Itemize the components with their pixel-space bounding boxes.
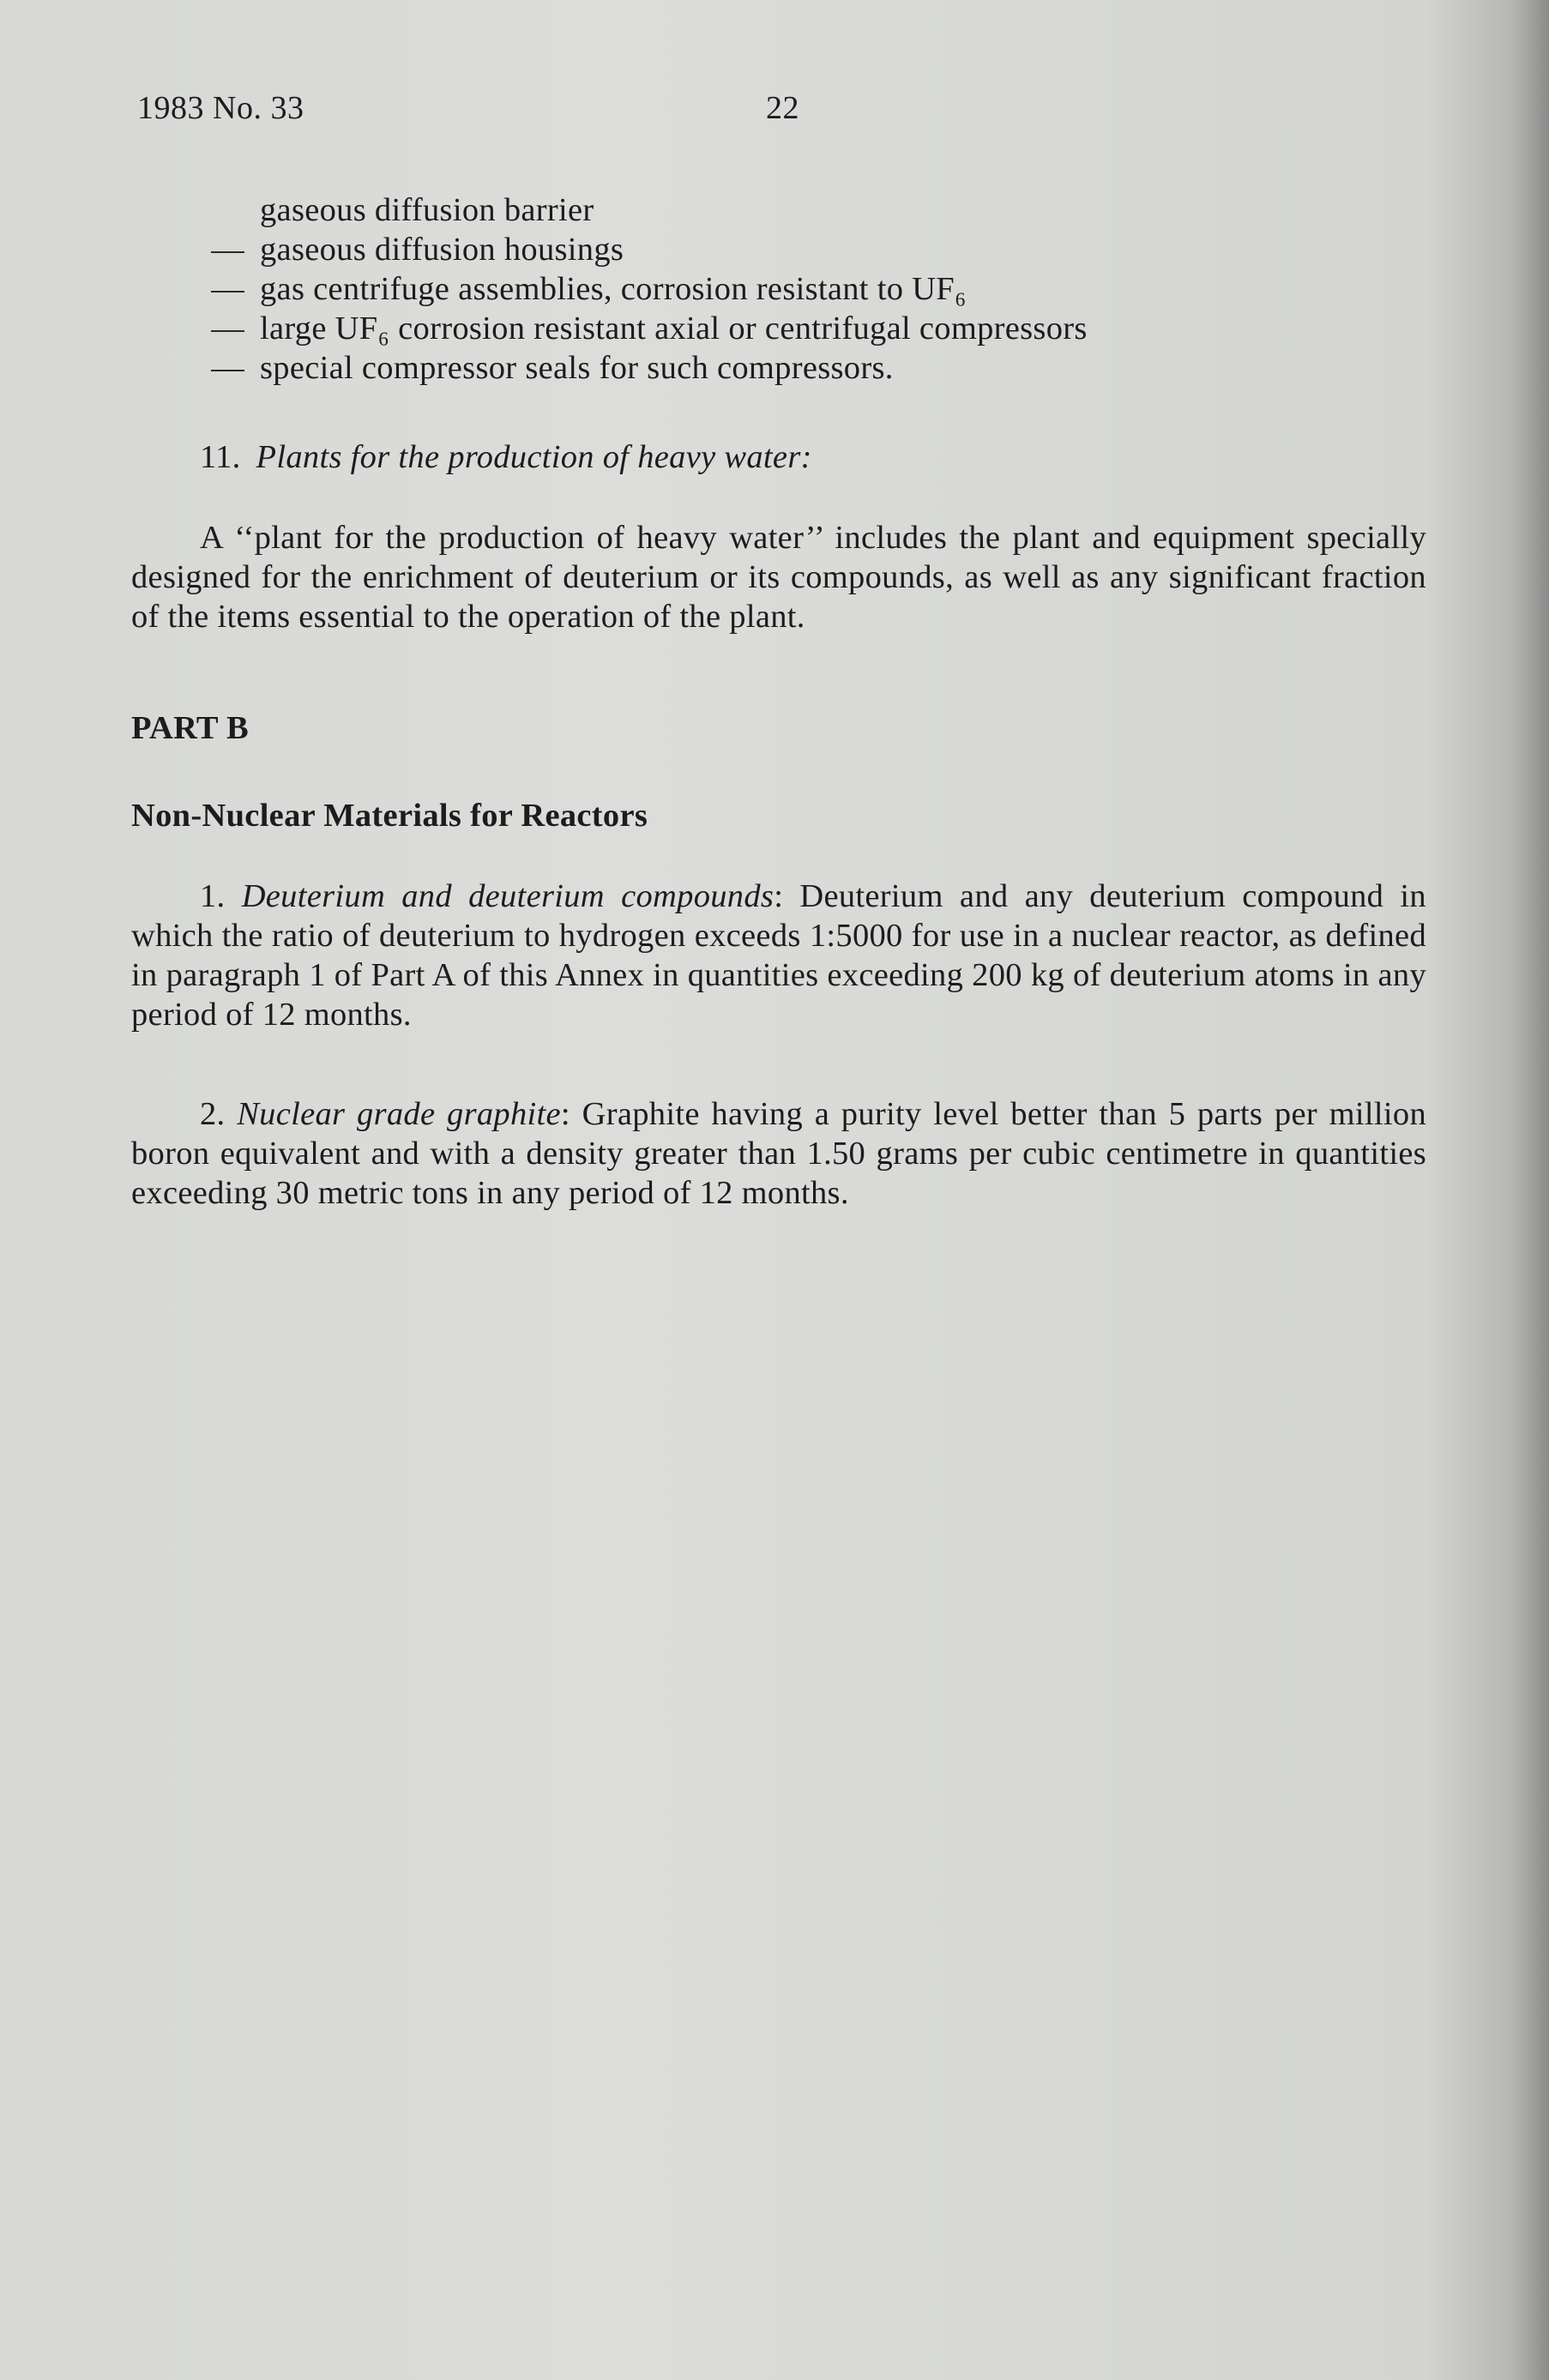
section-11-heading <box>131 437 1426 477</box>
list-item: — large UF₆ corrosion resistant axial or centrifugal compressors <box>131 309 1426 348</box>
part-subheading: Non-Nuclear Materials for Reactors <box>131 798 648 834</box>
section-title: Plants for the production of heavy water: <box>256 439 812 475</box>
list-item: gaseous diffusion barrier <box>260 192 594 228</box>
item-body: : Deuterium and any deuterium compound in which the ratio of deuterium to hydrogen exceeds 1:5000 for use in a nuclear reactor, as defined in paragraph 1 of Part A of this Annex in quantities exceeding 200 kg of deuterium atoms in any period of 12 months. <box>131 878 1426 1033</box>
year-number: 1983 No. 33 <box>137 90 304 126</box>
page-number: 22 <box>766 90 799 126</box>
item-number: 1. <box>200 878 226 914</box>
section-number: 11. <box>200 439 241 475</box>
item-body: : Graphite having a purity level better than 5 parts per million boron equivalent and with a density greater than 1.50 grams per cubic centimetre in quantities exceeding 30 metric tons in any period of 12 months. <box>131 1096 1426 1211</box>
page-content <box>131 190 1426 1213</box>
list-item: — special compressor seals for such compressors. <box>131 348 1426 388</box>
item-number: 2. <box>200 1096 226 1132</box>
item-title: Deuterium and deuterium compounds <box>241 878 774 914</box>
section-11-body: A ‘‘plant for the production of heavy water’’ includes the plant and equipment specially designed for the enrichment of deuterium or its compounds, as well as any significant fraction of the items essential to the operation of the plant. <box>131 520 1426 635</box>
page-edge-shadow <box>1511 0 1549 2380</box>
part-heading: PART B <box>131 710 250 746</box>
item-title: Nuclear grade graphite <box>237 1096 561 1132</box>
equipment-list <box>131 190 1426 388</box>
part-b-item-2 <box>131 1094 1426 1213</box>
part-b-item-1 <box>131 877 1426 1034</box>
list-item: — gas centrifuge assemblies, corrosion resistant to UF₆ <box>131 269 1426 309</box>
page-header <box>137 89 799 127</box>
list-item: — gaseous diffusion housings <box>131 230 1426 269</box>
